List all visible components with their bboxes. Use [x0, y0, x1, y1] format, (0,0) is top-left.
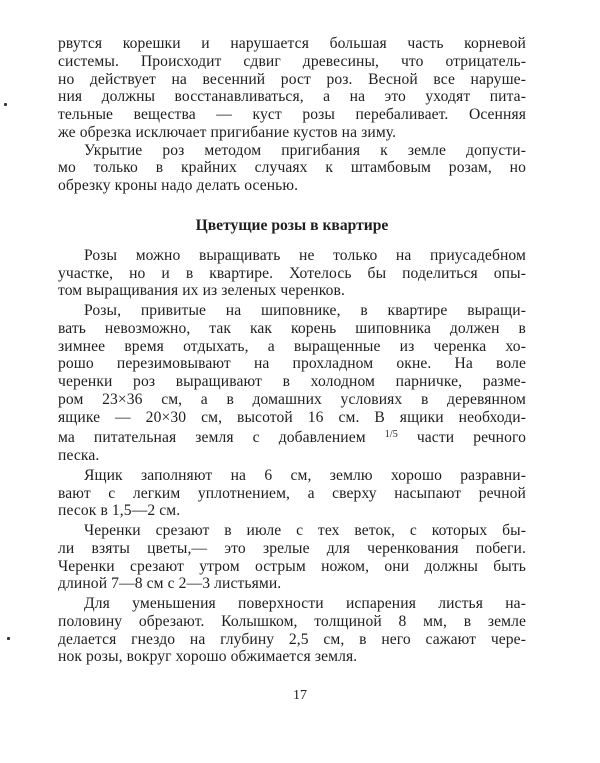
- text-line: половину обрезают. Колышком, толщиной 8 мм, в земле: [58, 612, 526, 630]
- text-line: участке, но и в квартире. Хотелось бы поделиться опы-: [58, 264, 526, 282]
- text-line: Черенки срезают утром острым ножом, они должны быть: [58, 557, 526, 575]
- text-fragment: части речного: [416, 429, 527, 447]
- fraction: 1/5: [384, 429, 398, 441]
- text-line: тельные вещества — куст розы перебаливает. Осенняя: [58, 106, 526, 123]
- text-line: зимнее время отдыхать, а выращенные из черенка хо-: [58, 337, 526, 355]
- scan-speck: [4, 103, 7, 106]
- text-line: песок в 1,5—2 см.: [58, 502, 181, 520]
- paragraph-3: [58, 247, 526, 300]
- text-line: том выращивания их из зеленых черенков.: [58, 282, 345, 300]
- text-line: рвутся корешки и нарушается большая часть корневой: [58, 35, 526, 52]
- section-heading: Цветущие розы в квартире: [195, 216, 389, 234]
- text-fragment: ма питательная земля с добавлением: [58, 429, 366, 447]
- text-line: Ящик заполняют на 6 см, землю хорошо разравни-: [84, 466, 526, 484]
- text-line: вают с легким уплотнением, а сверху насыпают речной: [58, 484, 526, 502]
- text-line: Розы можно выращивать не только на приусадебном: [84, 246, 526, 264]
- text-line: Укрытие роз методом пригибания к земле допусти-: [84, 141, 526, 159]
- page-body: [58, 35, 526, 666]
- text-line: системы. Происходит сдвиг древесины, что отрицатель-: [58, 52, 526, 70]
- text-line: нок розы, вокруг хорошо обжимается земля.: [58, 648, 358, 666]
- text-line: вать невозможно, так как корень шиповника должен в: [58, 319, 526, 337]
- text-line: делается гнездо на глубину 2,5 см, в него сажают чере-: [58, 630, 526, 648]
- text-line: [58, 426, 526, 447]
- text-line: обрезку кроны надо делать осенью.: [58, 177, 299, 194]
- text-line: Черенки срезают в июле с тех веток, с которых бы-: [84, 522, 526, 539]
- paragraph-1: [58, 35, 526, 142]
- text-line: рошо перезимовывают на прохладном окне. На воле: [58, 355, 526, 373]
- text-line: Для уменьшения поверхности испарения листья на-: [84, 595, 526, 612]
- text-line: же обрезка исключает пригибание кустов на зиму.: [58, 123, 397, 141]
- paragraph-5: [58, 467, 526, 520]
- text-line: длиной 7—8 см с 2—3 листьями.: [58, 575, 282, 593]
- text-line: мо только в крайних случаях к штамбовым розам, но: [58, 159, 526, 177]
- text-line: ния должны восстанавливаться, а на это уходят пита-: [58, 88, 526, 106]
- paragraph-7: [58, 595, 526, 666]
- page-number: 17: [293, 688, 307, 703]
- scan-speck: [7, 637, 10, 640]
- text-line: но действует на весенний рост роз. Весной все наруше-: [58, 70, 526, 88]
- text-line: ли взяты цветы,— это зрелые для черенкования побеги.: [58, 539, 526, 557]
- text-line: ящике — 20×30 см, высотой 16 см. В ящики необходи-: [58, 408, 526, 426]
- text-line: черенки роз выращивают в холодном парничке, разме-: [58, 373, 526, 390]
- text-line: Розы, привитые на шиповнике, в квартире выращи-: [84, 302, 526, 319]
- paragraph-6: [58, 522, 526, 593]
- paragraph-4: [58, 302, 526, 465]
- paragraph-2: [58, 142, 526, 195]
- text-line: ром 23×36 см, а в домашних условиях в деревянном: [58, 390, 526, 408]
- text-line: песка.: [58, 447, 100, 464]
